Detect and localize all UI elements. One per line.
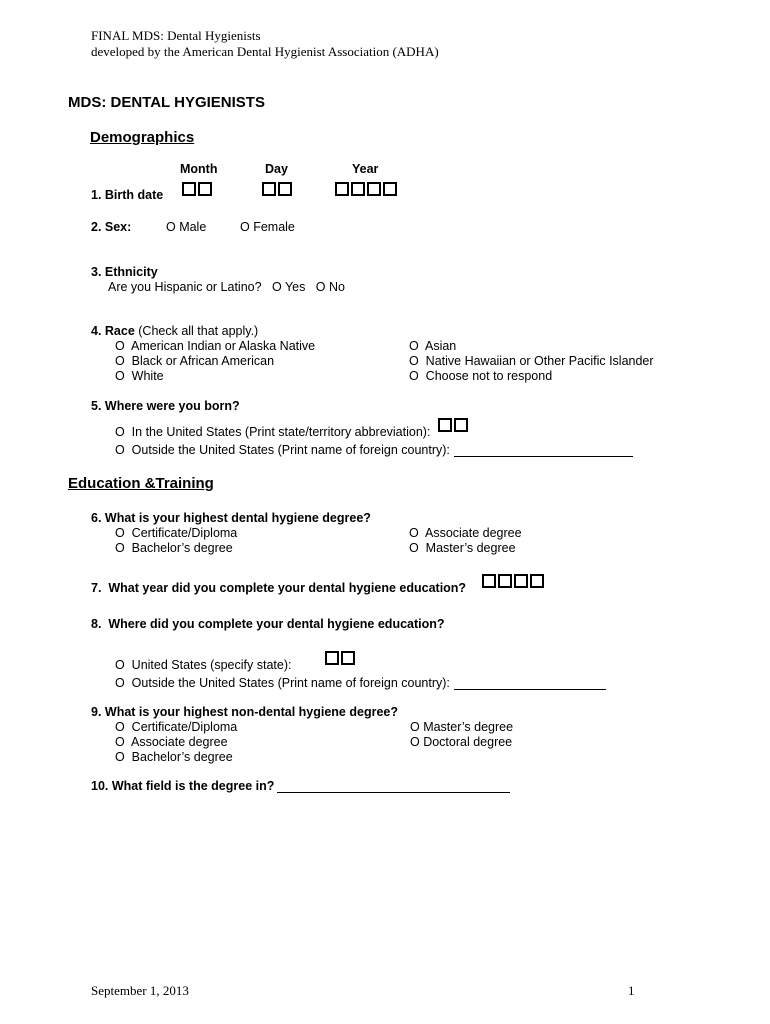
q8-country-input-line[interactable] xyxy=(454,689,606,690)
q9-option-masters[interactable]: O Master’s degree xyxy=(410,720,514,734)
birth-year-box[interactable] xyxy=(383,182,397,196)
q2-option-female[interactable]: O Female xyxy=(240,220,295,234)
q6-option-associate[interactable]: O Associate degree xyxy=(409,526,522,540)
q9-label: 9. What is your highest non-dental hygiene degree? xyxy=(91,705,398,719)
year-box[interactable] xyxy=(514,574,528,588)
q9-option-associate[interactable]: O Associate degree xyxy=(115,735,228,749)
q8-option-outside[interactable]: O Outside the United States (Print name of foreign country): xyxy=(115,676,450,690)
birth-month-header: Month xyxy=(180,162,218,176)
birth-month-box[interactable] xyxy=(182,182,196,196)
q1-birth-date-label: 1. Birth date xyxy=(91,188,164,202)
q4-option-pacific-islander[interactable]: O Native Hawaiian or Other Pacific Islander xyxy=(409,354,654,368)
section-education-heading: Education &Training xyxy=(68,475,214,492)
state-box[interactable] xyxy=(454,418,468,432)
section-demographics-heading: Demographics xyxy=(90,129,195,146)
birth-year-box[interactable] xyxy=(351,182,365,196)
year-box[interactable] xyxy=(530,574,544,588)
q7-label: 7. What year did you complete your dental hygiene education? xyxy=(91,581,467,595)
q8-state-boxes[interactable] xyxy=(325,651,355,665)
birth-day-boxes[interactable] xyxy=(262,182,292,196)
q8-label: 8. Where did you complete your dental hygiene education? xyxy=(91,617,445,631)
q4-race-label xyxy=(91,325,258,338)
q5-option-outside[interactable]: O Outside the United States (Print name of foreign country): xyxy=(115,443,450,457)
birth-month-boxes[interactable] xyxy=(182,182,212,196)
state-box[interactable] xyxy=(341,651,355,665)
state-box[interactable] xyxy=(325,651,339,665)
header-line-2: developed by the American Dental Hygienist Association (ADHA) xyxy=(91,44,439,59)
state-box[interactable] xyxy=(438,418,452,432)
q9-option-bachelors[interactable]: O Bachelor’s degree xyxy=(115,750,233,764)
q6-option-bachelors[interactable]: O Bachelor’s degree xyxy=(115,541,233,555)
q4-option-american-indian[interactable]: O American Indian or Alaska Native xyxy=(115,339,316,353)
birth-day-header: Day xyxy=(265,162,288,176)
q8-option-us[interactable]: O United States (specify state): xyxy=(115,658,292,672)
q6-option-masters[interactable]: O Master’s degree xyxy=(409,541,516,555)
q2-sex-label: 2. Sex: xyxy=(91,220,132,234)
birth-day-box[interactable] xyxy=(262,182,276,196)
page-title: MDS: DENTAL HYGIENISTS xyxy=(68,94,265,111)
q3-hispanic-question[interactable]: Are you Hispanic or Latino? O Yes O No xyxy=(108,280,345,294)
q4-option-asian[interactable]: O Asian xyxy=(409,339,457,353)
q4-race-note: (Check all that apply.) xyxy=(134,324,259,338)
q4-option-white[interactable]: O White xyxy=(115,369,164,383)
q6-label: 6. What is your highest dental hygiene degree? xyxy=(91,511,371,525)
year-box[interactable] xyxy=(498,574,512,588)
header-line-1: FINAL MDS: Dental Hygienists xyxy=(91,28,261,43)
q5-option-us[interactable]: O In the United States (Print state/territory abbreviation): xyxy=(115,425,431,439)
birth-year-boxes[interactable] xyxy=(335,182,397,196)
q5-state-boxes[interactable] xyxy=(438,418,468,432)
q2-option-male[interactable]: O Male xyxy=(166,220,207,234)
q10-field-input-line[interactable] xyxy=(277,792,510,793)
page-number: 1 xyxy=(628,983,635,998)
footer-date: September 1, 2013 xyxy=(91,983,189,998)
birth-year-header: Year xyxy=(352,162,379,176)
birth-year-box[interactable] xyxy=(335,182,349,196)
q5-birthplace-label: 5. Where were you born? xyxy=(91,399,240,413)
birth-month-box[interactable] xyxy=(198,182,212,196)
q9-option-certificate[interactable]: O Certificate/Diploma xyxy=(115,720,238,734)
q6-option-certificate[interactable]: O Certificate/Diploma xyxy=(115,526,238,540)
q9-option-doctoral[interactable]: O Doctoral degree xyxy=(410,735,513,749)
q4-option-not-respond[interactable]: O Choose not to respond xyxy=(409,369,553,383)
birth-day-box[interactable] xyxy=(278,182,292,196)
q7-year-boxes[interactable] xyxy=(482,574,544,588)
year-box[interactable] xyxy=(482,574,496,588)
q4-race-title: 4. Race xyxy=(91,324,135,338)
q4-option-black[interactable]: O Black or African American xyxy=(115,354,275,368)
q10-label: 10. What field is the degree in? xyxy=(91,779,275,793)
birth-year-box[interactable] xyxy=(367,182,381,196)
q5-country-input-line[interactable] xyxy=(454,456,633,457)
q3-ethnicity-label: 3. Ethnicity xyxy=(91,265,158,279)
